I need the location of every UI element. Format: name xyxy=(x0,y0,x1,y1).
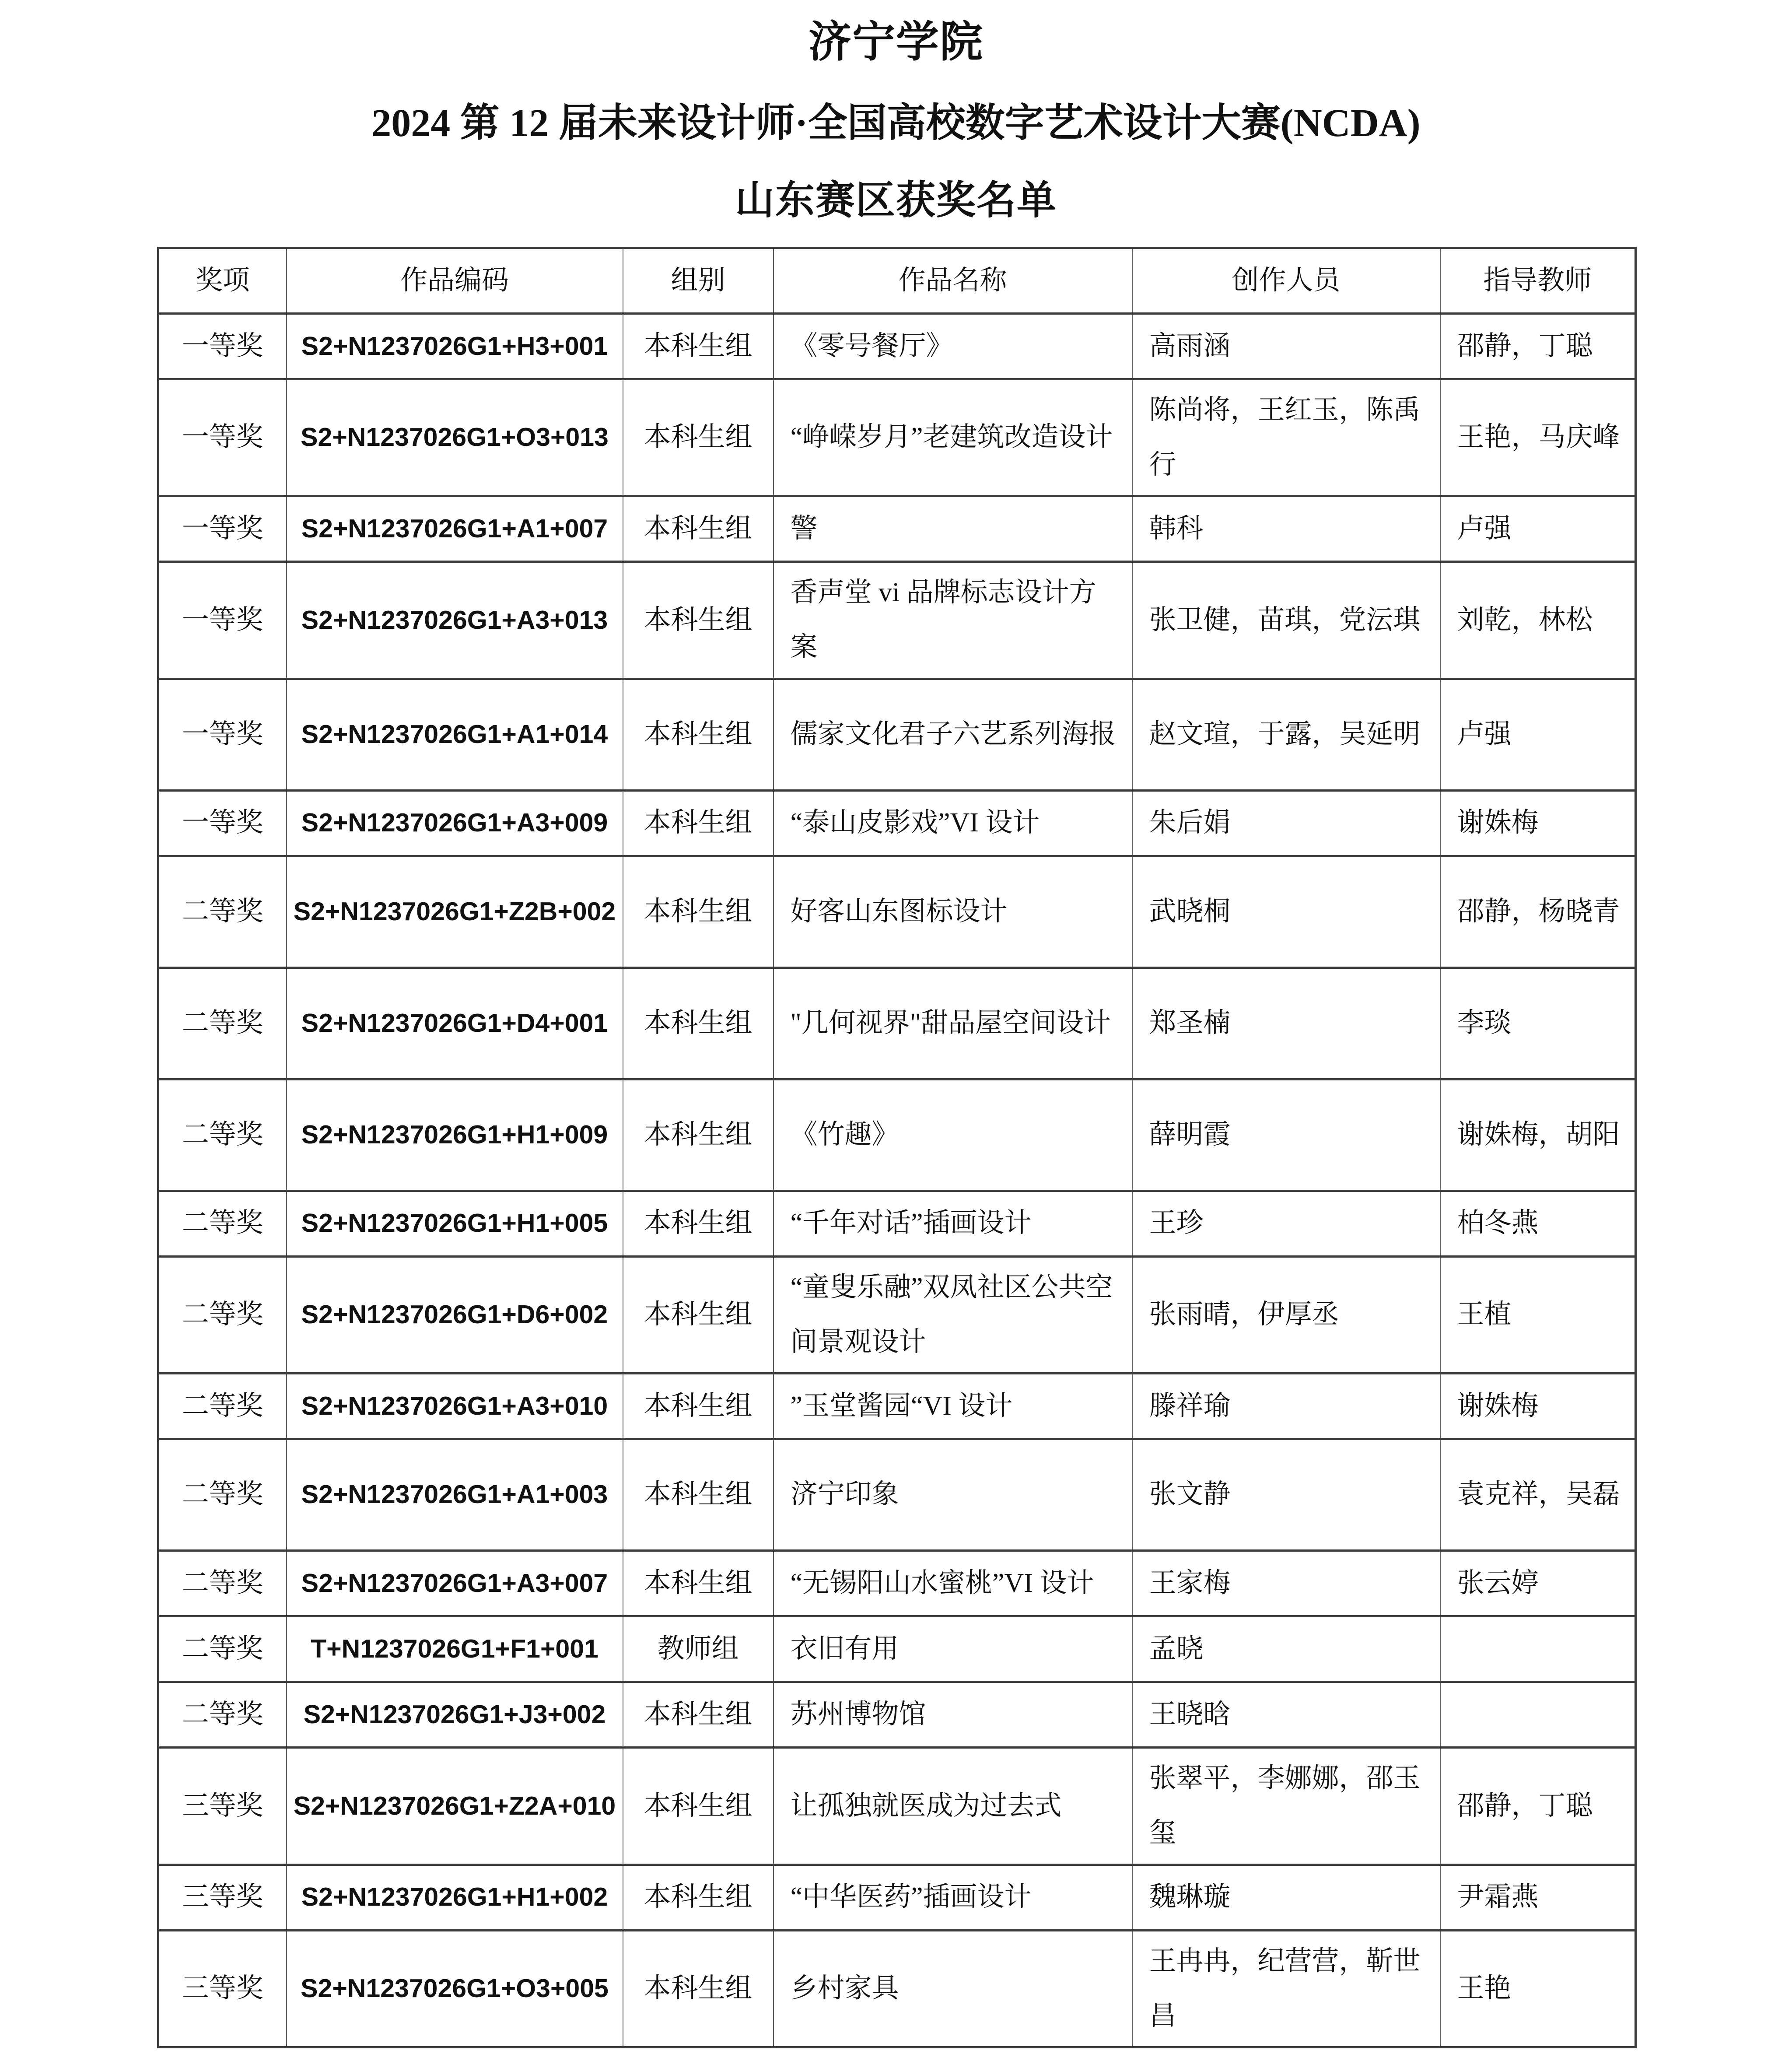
cell-creators: 赵文瑄，于露，吴延明 xyxy=(1132,679,1440,790)
header-row xyxy=(158,248,1636,313)
cell-title: 济宁印象 xyxy=(774,1439,1132,1551)
cell-group: 本科生组 xyxy=(623,1256,774,1373)
cell-title: “峥嵘岁月”老建筑改造设计 xyxy=(774,379,1132,496)
table-row xyxy=(158,1439,1636,1551)
cell-title: 香声堂 vi 品牌标志设计方案 xyxy=(774,562,1132,679)
cell-group: 本科生组 xyxy=(623,1191,774,1256)
cell-creators: 朱后娟 xyxy=(1132,790,1440,856)
column-header-group: 组别 xyxy=(623,248,774,313)
cell-award: 二等奖 xyxy=(158,1682,287,1748)
cell-creators: 薛明霞 xyxy=(1132,1079,1440,1191)
cell-creators: 王冉冉，纪营营，靳世昌 xyxy=(1132,1930,1440,2047)
cell-group: 本科生组 xyxy=(623,1374,774,1439)
cell-code: S2+N1237026G1+A1+003 xyxy=(287,1439,623,1551)
cell-teachers: 王艳，马庆峰 xyxy=(1440,379,1636,496)
table-row xyxy=(158,1930,1636,2047)
cell-award: 一等奖 xyxy=(158,379,287,496)
cell-teachers: 柏冬燕 xyxy=(1440,1191,1636,1256)
cell-group: 本科生组 xyxy=(623,1079,774,1191)
cell-award: 二等奖 xyxy=(158,1616,287,1682)
cell-teachers: 张云婷 xyxy=(1440,1551,1636,1616)
cell-teachers: 邵静，丁聪 xyxy=(1440,1748,1636,1865)
cell-group: 本科生组 xyxy=(623,1748,774,1865)
cell-award: 二等奖 xyxy=(158,1256,287,1373)
cell-code: S2+N1237026G1+Z2A+010 xyxy=(287,1748,623,1865)
cell-code: S2+N1237026G1+A3+010 xyxy=(287,1374,623,1439)
cell-title: ”玉堂酱园“VI 设计 xyxy=(774,1374,1132,1439)
cell-title: 儒家文化君子六艺系列海报 xyxy=(774,679,1132,790)
cell-teachers: 邵静，丁聪 xyxy=(1440,313,1636,379)
table-row xyxy=(158,496,1636,562)
cell-teachers: 王艳 xyxy=(1440,1930,1636,2047)
cell-title: “无锡阳山水蜜桃”VI 设计 xyxy=(774,1551,1132,1616)
cell-group: 本科生组 xyxy=(623,1865,774,1930)
column-header-award: 奖项 xyxy=(158,248,287,313)
table-row xyxy=(158,1748,1636,1865)
cell-creators: 魏琳璇 xyxy=(1132,1865,1440,1930)
cell-teachers: 王植 xyxy=(1440,1256,1636,1373)
cell-group: 本科生组 xyxy=(623,313,774,379)
cell-teachers xyxy=(1440,1682,1636,1748)
cell-award: 二等奖 xyxy=(158,1439,287,1551)
cell-title: “千年对话”插画设计 xyxy=(774,1191,1132,1256)
cell-title: 让孤独就医成为过去式 xyxy=(774,1748,1132,1865)
cell-teachers: 卢强 xyxy=(1440,496,1636,562)
cell-group: 本科生组 xyxy=(623,967,774,1079)
cell-title: 好客山东图标设计 xyxy=(774,856,1132,967)
cell-teachers: 李琰 xyxy=(1440,967,1636,1079)
cell-code: S2+N1237026G1+D6+002 xyxy=(287,1256,623,1373)
cell-group: 本科生组 xyxy=(623,379,774,496)
cell-award: 一等奖 xyxy=(158,790,287,856)
cell-code: S2+N1237026G1+H1+009 xyxy=(287,1079,623,1191)
cell-award: 三等奖 xyxy=(158,1865,287,1930)
cell-group: 教师组 xyxy=(623,1616,774,1682)
cell-creators: 张翠平，李娜娜，邵玉玺 xyxy=(1132,1748,1440,1865)
cell-code: S2+N1237026G1+A1+014 xyxy=(287,679,623,790)
table-row xyxy=(158,1191,1636,1256)
doc-title: 济宁学院 xyxy=(808,19,984,66)
table-row xyxy=(158,1865,1636,1930)
cell-award: 二等奖 xyxy=(158,1079,287,1191)
cell-creators: 王家梅 xyxy=(1132,1551,1440,1616)
cell-code: S2+N1237026G1+O3+013 xyxy=(287,379,623,496)
document-header xyxy=(0,0,1792,226)
cell-teachers xyxy=(1440,1616,1636,1682)
cell-creators: 张文静 xyxy=(1132,1439,1440,1551)
cell-creators: 孟晓 xyxy=(1132,1616,1440,1682)
cell-code: T+N1237026G1+F1+001 xyxy=(287,1616,623,1682)
cell-group: 本科生组 xyxy=(623,562,774,679)
table-row xyxy=(158,856,1636,967)
cell-title: 《竹趣》 xyxy=(774,1079,1132,1191)
table-row xyxy=(158,379,1636,496)
column-header-code: 作品编码 xyxy=(287,248,623,313)
cell-teachers: 谢姝梅 xyxy=(1440,790,1636,856)
cell-code: S2+N1237026G1+A3+013 xyxy=(287,562,623,679)
cell-code: S2+N1237026G1+D4+001 xyxy=(287,967,623,1079)
table-row xyxy=(158,1682,1636,1748)
cell-title: 苏州博物馆 xyxy=(774,1682,1132,1748)
cell-teachers: 邵静，杨晓青 xyxy=(1440,856,1636,967)
column-header-teachers: 指导教师 xyxy=(1440,248,1636,313)
column-header-title: 作品名称 xyxy=(774,248,1132,313)
cell-teachers: 尹霜燕 xyxy=(1440,1865,1636,1930)
cell-creators: 张雨晴，伊厚丞 xyxy=(1132,1256,1440,1373)
cell-group: 本科生组 xyxy=(623,790,774,856)
cell-title: “泰山皮影戏”VI 设计 xyxy=(774,790,1132,856)
cell-code: S2+N1237026G1+H3+001 xyxy=(287,313,623,379)
table-row xyxy=(158,679,1636,790)
doc-subtitle: 2024 第 12 届未来设计师·全国高校数字艺术设计大赛(NCDA) xyxy=(371,101,1421,145)
cell-code: S2+N1237026G1+J3+002 xyxy=(287,1682,623,1748)
cell-code: S2+N1237026G1+O3+005 xyxy=(287,1930,623,2047)
cell-creators: 郑圣楠 xyxy=(1132,967,1440,1079)
cell-title: 乡村家具 xyxy=(774,1930,1132,2047)
cell-title: "几何视界"甜品屋空间设计 xyxy=(774,967,1132,1079)
cell-award: 一等奖 xyxy=(158,313,287,379)
cell-award: 二等奖 xyxy=(158,1551,287,1616)
cell-award: 三等奖 xyxy=(158,1748,287,1865)
cell-creators: 王珍 xyxy=(1132,1191,1440,1256)
cell-code: S2+N1237026G1+H1+005 xyxy=(287,1191,623,1256)
doc-section-title: 山东赛区获奖名单 xyxy=(735,179,1057,223)
table-row xyxy=(158,1374,1636,1439)
cell-award: 二等奖 xyxy=(158,1191,287,1256)
cell-code: S2+N1237026G1+H1+002 xyxy=(287,1865,623,1930)
table-row xyxy=(158,967,1636,1079)
cell-code: S2+N1237026G1+A3+009 xyxy=(287,790,623,856)
cell-teachers: 谢姝梅，胡阳 xyxy=(1440,1079,1636,1191)
cell-title: “童叟乐融”双凤社区公共空间景观设计 xyxy=(774,1256,1132,1373)
cell-group: 本科生组 xyxy=(623,1551,774,1616)
cell-teachers: 刘乾，林松 xyxy=(1440,562,1636,679)
table-row xyxy=(158,1616,1636,1682)
table-row xyxy=(158,562,1636,679)
cell-title: “中华医药”插画设计 xyxy=(774,1865,1132,1930)
cell-creators: 陈尚将，王红玉，陈禹行 xyxy=(1132,379,1440,496)
cell-teachers: 谢姝梅 xyxy=(1440,1374,1636,1439)
cell-group: 本科生组 xyxy=(623,1930,774,2047)
cell-award: 三等奖 xyxy=(158,1930,287,2047)
cell-group: 本科生组 xyxy=(623,1439,774,1551)
table-row xyxy=(158,1551,1636,1616)
cell-creators: 滕祥瑜 xyxy=(1132,1374,1440,1439)
cell-teachers: 袁克祥，吴磊 xyxy=(1440,1439,1636,1551)
cell-group: 本科生组 xyxy=(623,856,774,967)
column-header-creators: 创作人员 xyxy=(1132,248,1440,313)
cell-award: 二等奖 xyxy=(158,1374,287,1439)
table-row xyxy=(158,313,1636,379)
cell-title: 衣旧有用 xyxy=(774,1616,1132,1682)
cell-award: 一等奖 xyxy=(158,562,287,679)
table-row xyxy=(158,1079,1636,1191)
table-row xyxy=(158,1256,1636,1373)
cell-creators: 高雨涵 xyxy=(1132,313,1440,379)
awards-table-body xyxy=(158,313,1636,2047)
cell-creators: 韩科 xyxy=(1132,496,1440,562)
cell-code: S2+N1237026G1+A3+007 xyxy=(287,1551,623,1616)
cell-group: 本科生组 xyxy=(623,1682,774,1748)
cell-code: S2+N1237026G1+Z2B+002 xyxy=(287,856,623,967)
awards-table-header xyxy=(158,248,1636,313)
cell-code: S2+N1237026G1+A1+007 xyxy=(287,496,623,562)
cell-group: 本科生组 xyxy=(623,679,774,790)
cell-creators: 王晓晗 xyxy=(1132,1682,1440,1748)
table-row xyxy=(158,790,1636,856)
cell-creators: 张卫健，苗琪，党沄琪 xyxy=(1132,562,1440,679)
cell-award: 二等奖 xyxy=(158,967,287,1079)
cell-creators: 武晓桐 xyxy=(1132,856,1440,967)
cell-group: 本科生组 xyxy=(623,496,774,562)
awards-table xyxy=(157,247,1637,2048)
cell-award: 二等奖 xyxy=(158,856,287,967)
cell-teachers: 卢强 xyxy=(1440,679,1636,790)
cell-title: 警 xyxy=(774,496,1132,562)
cell-award: 一等奖 xyxy=(158,496,287,562)
cell-award: 一等奖 xyxy=(158,679,287,790)
cell-title: 《零号餐厅》 xyxy=(774,313,1132,379)
